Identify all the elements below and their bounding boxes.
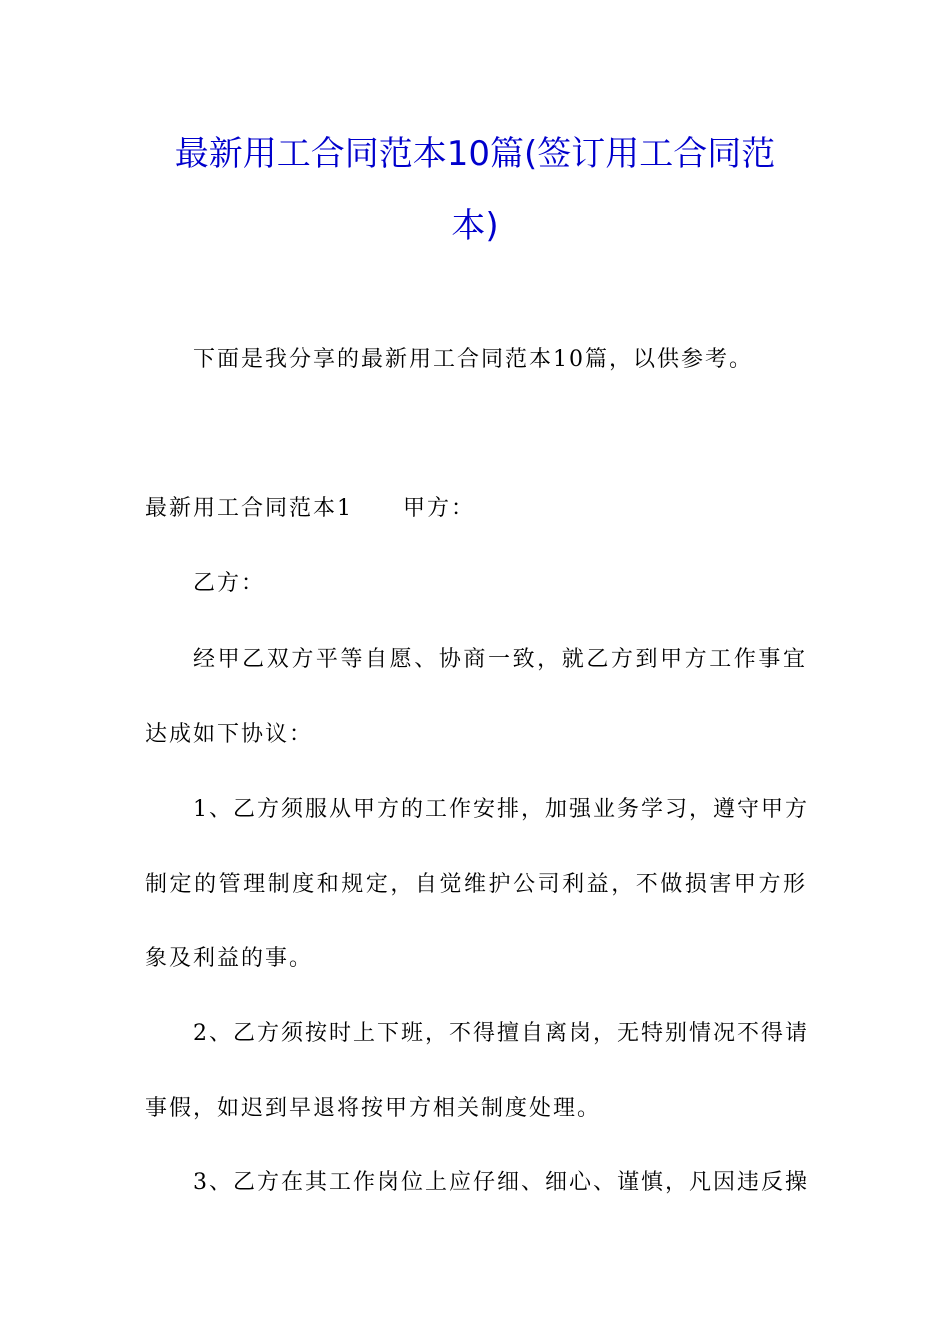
paragraph-line: 达成如下协议： [145, 722, 314, 747]
section-heading: 最新用工合同范本1 [145, 496, 353, 521]
party-a-label: 甲方： [403, 496, 476, 521]
paragraph-line: 经甲乙双方平等自愿、协商一致，就乙方到甲方工作事宜 [193, 647, 807, 672]
list-item-2-line: 2、乙方须按时上下班，不得擅自离岗，无特别情况不得请 [193, 1021, 809, 1046]
list-item-2-line: 事假，如迟到早退将按甲方相关制度处理。 [145, 1096, 602, 1121]
list-item-3-line: 3、乙方在其工作岗位上应仔细、细心、谨慎，凡因违反操 [193, 1170, 809, 1195]
intro-paragraph: 下面是我分享的最新用工合同范本10篇，以供参考。 [193, 347, 753, 372]
list-item-1-line: 制定的管理制度和规定，自觉维护公司利益，不做损害甲方形 [145, 872, 807, 897]
party-b-label: 乙方： [193, 571, 266, 596]
list-item-1-line: 1、乙方须服从甲方的工作安排，加强业务学习，遵守甲方 [193, 797, 809, 822]
document-title-line-1: 最新用工合同范本10篇(签订用工合同范 [174, 134, 776, 174]
list-item-1-line: 象及利益的事。 [145, 946, 314, 971]
document-title-line-2: 本) [451, 206, 499, 246]
